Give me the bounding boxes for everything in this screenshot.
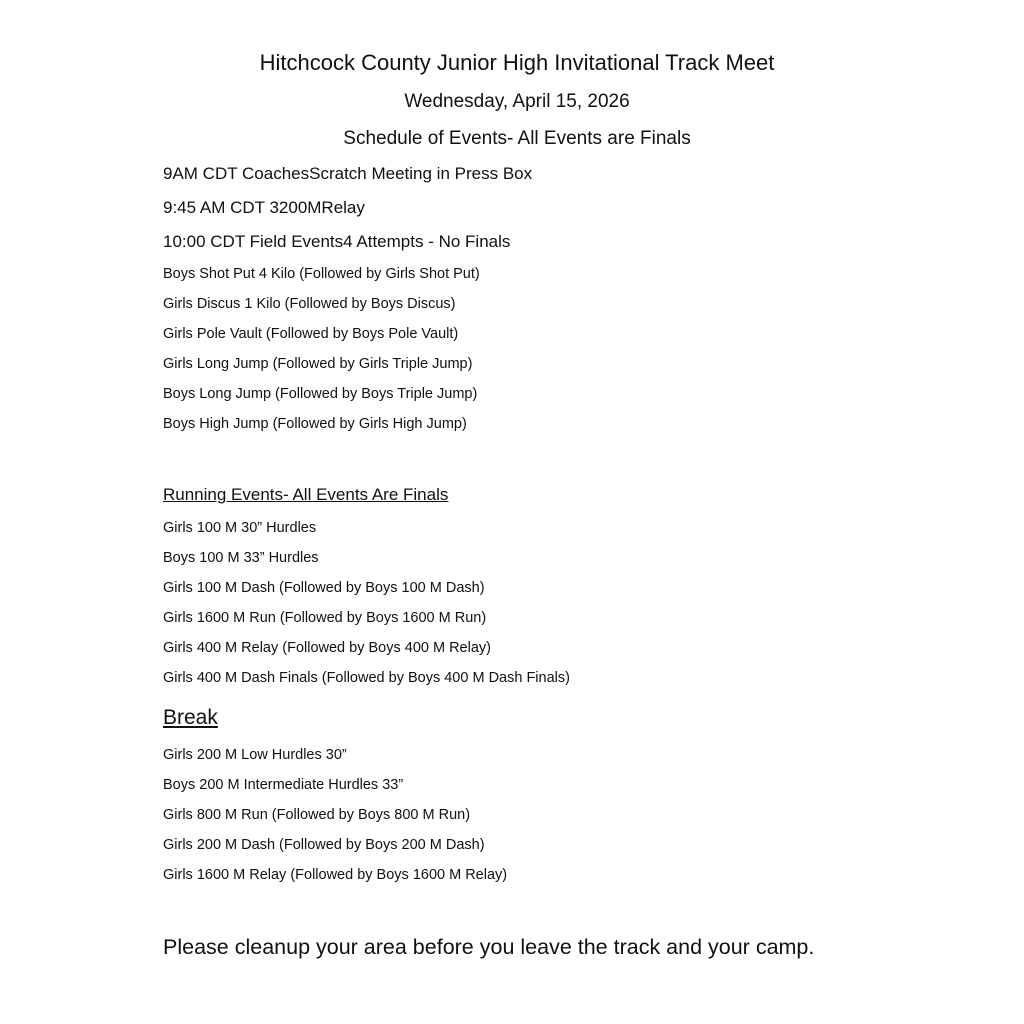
running-event-item: Girls 400 M Relay (Followed by Boys 400 M Relay) [163,640,491,656]
schedule-line-3200m-relay: 9:45 AM CDT 3200MRelay [163,198,365,217]
running-event-item: Girls 1600 M Run (Followed by Boys 1600 M Run) [163,610,487,626]
post-break-event-item: Girls 200 M Low Hurdles 30” [163,747,347,763]
schedule-line-coaches-meeting: 9AM CDT CoachesScratch Meeting in Press Box [163,164,533,183]
running-event-item: Girls 100 M Dash (Followed by Boys 100 M Dash) [163,580,485,596]
break-heading: Break [163,706,218,729]
running-event-item: Girls 100 M 30” Hurdles [163,520,317,536]
field-event-item: Girls Pole Vault (Followed by Boys Pole Vault) [163,326,459,342]
event-date: Wednesday, April 15, 2026 [404,91,630,112]
field-event-item: Boys Long Jump (Followed by Boys Triple Jump) [163,386,478,402]
schedule-line-field-events: 10:00 CDT Field Events4 Attempts - No Finals [163,232,511,251]
post-break-event-item: Girls 200 M Dash (Followed by Boys 200 M Dash) [163,837,485,853]
post-break-event-item: Boys 200 M Intermediate Hurdles 33” [163,777,404,793]
document-title: Hitchcock County Junior High Invitational Track Meet [259,50,775,75]
field-event-item: Girls Long Jump (Followed by Girls Triple Jump) [163,356,473,372]
running-events-heading: Running Events- All Events Are Finals [163,485,449,504]
field-event-item: Boys High Jump (Followed by Girls High Jump) [163,416,467,432]
running-event-item: Boys 100 M 33” Hurdles [163,550,319,566]
post-break-event-item: Girls 800 M Run (Followed by Boys 800 M Run) [163,807,471,823]
field-event-item: Boys Shot Put 4 Kilo (Followed by Girls Shot Put) [163,266,480,282]
schedule-subtitle: Schedule of Events- All Events are Finals [343,128,691,149]
post-break-event-item: Girls 1600 M Relay (Followed by Boys 1600 M Relay) [163,867,508,883]
running-event-item: Girls 400 M Dash Finals (Followed by Boys 400 M Dash Finals) [163,670,570,686]
cleanup-note: Please cleanup your area before you leave the track and your camp. [163,935,815,959]
field-event-item: Girls Discus 1 Kilo (Followed by Boys Discus) [163,296,456,312]
